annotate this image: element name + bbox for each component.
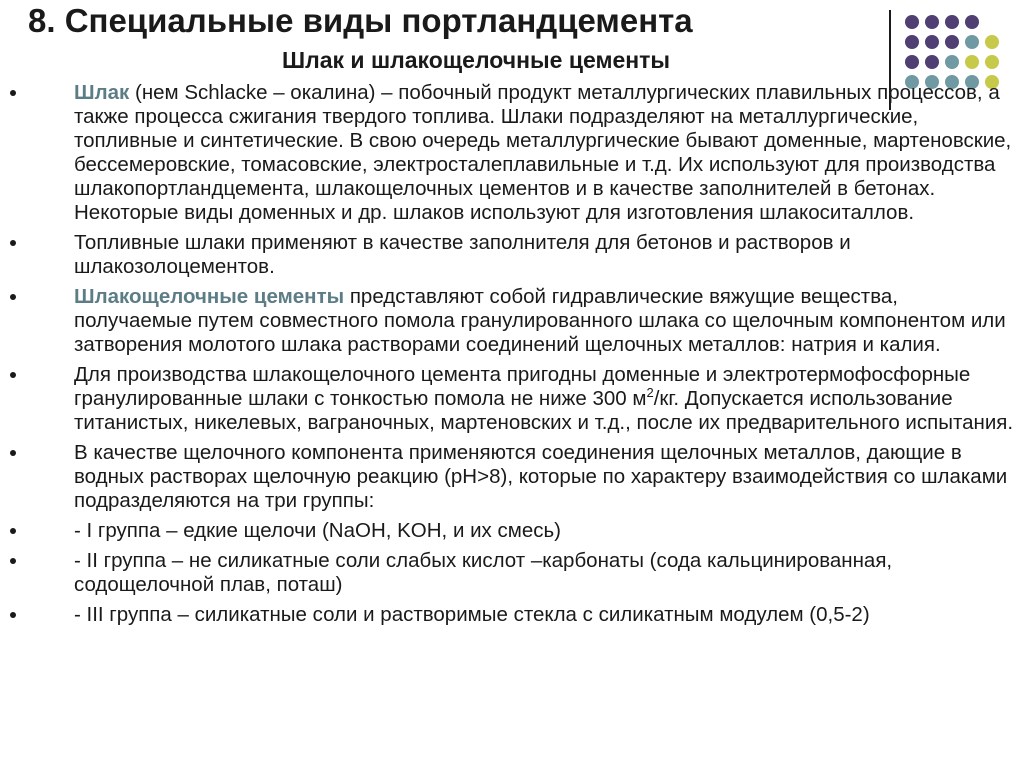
bullet-icon [10, 450, 16, 456]
item-text: - II группа – не силикатные соли слабых кислот –карбонаты (сода кальцинированная, содощелочной плав, поташ) [74, 549, 893, 596]
list-item [0, 441, 1024, 513]
list-item [0, 519, 1024, 543]
bullet-icon [10, 240, 16, 246]
list-item [0, 81, 1024, 225]
item-text: представляют собой гидравлические вяжущие вещества, получаемые путем совместного помола гранулированного шлака со щелочным компонентом или затворения молотого шлака растворами соединений щелочных металлов: натрия и калия. [74, 285, 1006, 356]
bullet-icon [10, 90, 16, 96]
item-text: (нем Schlacke – окалина) – побочный продукт металлургических плавильных процессов, а также процесса сжигания твердого топлива. Шлаки подразделяют на металлургические, топливные и синтетические. В свою очередь металлургические бывают доменные, мартеновские, бессемеровские, томасовские, электросталеплавильные и т.д. Их используют для производства шлакопортландцемента, шлакощелочных цементов и в качестве заполнителей в бетонах. Некоторые виды доменных и др. шлаков используют для изготовления шлакоситаллов. [74, 81, 1012, 224]
dot-olive [985, 55, 999, 69]
list-item [0, 603, 1024, 627]
bullet-icon [10, 558, 16, 564]
dot-purple [925, 35, 939, 49]
dot-teal [965, 35, 979, 49]
list-item [0, 285, 1024, 357]
dot-teal [945, 55, 959, 69]
term-highlight: Шлак [74, 81, 130, 104]
dot-purple [925, 55, 939, 69]
dot-purple [905, 35, 919, 49]
item-text: Для производства шлакощелочного цемента пригодны доменные и электротермофосфорные гранулированные шлаки с тонкостью помола не ниже 300 м [74, 363, 971, 410]
dot-olive [965, 55, 979, 69]
bullet-icon [10, 372, 16, 378]
item-text: В качестве щелочного компонента применяются соединения щелочных металлов, дающие в водных растворах щелочную реакцию (рН>8), которые по характеру взаимодействия со шлаками подразделяются на три группы: [74, 441, 1008, 512]
bullet-list [0, 81, 1024, 633]
dot-purple [905, 55, 919, 69]
item-text: - III группа – силикатные соли и растворимые стекла с силикатным модулем (0,5-2) [74, 603, 870, 626]
list-item [0, 549, 1024, 597]
item-text-cont: /кг. Допускается использование титанистых, никелевых, ваграночных, мартеновских и т.д., после их предварительного испытания. [74, 387, 1014, 434]
bullet-icon [10, 612, 16, 618]
dot-purple [905, 15, 919, 29]
dot-purple [925, 15, 939, 29]
dot-olive [985, 35, 999, 49]
list-item [0, 363, 1024, 435]
superscript: 2 [646, 385, 654, 401]
bullet-icon [10, 528, 16, 534]
dot-purple [945, 35, 959, 49]
bullet-icon [10, 294, 16, 300]
term-highlight: Шлакощелочные цементы [74, 285, 345, 308]
dot-purple [965, 15, 979, 29]
dot-purple [945, 15, 959, 29]
list-item [0, 231, 1024, 279]
item-text: Топливные шлаки применяют в качестве заполнителя для бетонов и растворов и шлакозолоцементов. [74, 231, 851, 278]
slide-subtitle: Шлак и шлакощелочные цементы [282, 47, 671, 73]
slide-title: 8. Специальные виды портландцемента [28, 2, 693, 39]
item-text: - I группа – едкие щелочи (NaOH, KOH, и их смесь) [74, 519, 561, 542]
